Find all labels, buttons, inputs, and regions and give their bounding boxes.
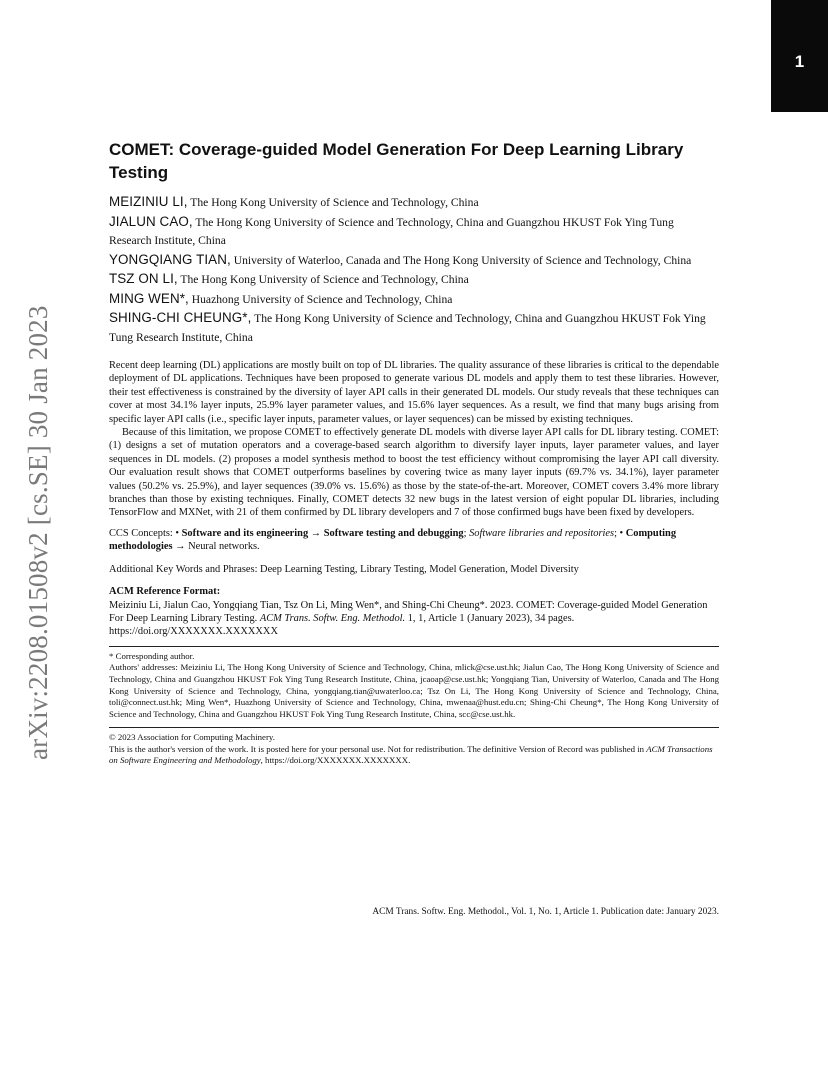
ccs-separator: ; (463, 527, 470, 539)
abstract (109, 359, 719, 520)
footnotes (109, 651, 719, 721)
author-name: SHING-CHI CHEUNG*, (109, 310, 252, 325)
author-name: MEIZINIU LI, (109, 194, 188, 209)
acm-reference (109, 599, 719, 639)
acm-reference-heading: ACM Reference Format: (109, 586, 221, 598)
author-entry (109, 290, 719, 310)
author-entry (109, 251, 719, 271)
page-number-tab (771, 0, 828, 112)
corresponding-author-note: * Corresponding author. (109, 650, 195, 661)
acm-reference-text: 1, 1, Article 1 (January 2023), 34 pages. https://doi.org/XXXXXXX.XXXXXXX (109, 612, 575, 638)
author-affiliation: University of Waterloo, Canada and The Hong Kong University of Science and Technology, China (230, 253, 692, 267)
version-notice-text: This is the author's version of the work. It is posted here for your personal use. Not for redistribution. The definitive Version of Record was published in (109, 743, 647, 754)
ccs-separator: ; • (614, 527, 626, 539)
abstract-paragraph: Because of this limitation, we propose COMET to effectively generate DL models with diverse layer API calls for DL library testing. COMET: (1) designs a set of mutation operators and a coverage-based search algorithm to diversify layer inputs, layer parameter values, and layer sequences in DL models. (2) proposes a model synthesis method to boost the test efficiency without compromising the layer API call diversity. Our evaluation result shows that COMET outperforms baselines by covering twice as many layer inputs (69.7% vs. 34.1%), layer parameter values (50.2% vs. 25.9%), and layer sequences (39.0% vs. 15.6%) as those by the state-of-the-art. Moreover, COMET covers 3.4% more library branches than those by existing techniques. Finally, COMET detects 32 new bugs in the latest version of eight popular DL libraries, including TensorFlow and MXNet, with 21 of them confirmed by DL library developers and 7 of those confirmed bugs have been fixed by developers. (109, 427, 719, 519)
keywords: Additional Key Words and Phrases: Deep Learning Testing, Library Testing, Model Generation, Model Diversity (109, 563, 579, 575)
ccs-concepts (109, 527, 719, 554)
author-affiliation: The Hong Kong University of Science and Technology, China and Guangzhou HKUST Fok Ying Tung Research Institute, China (109, 215, 674, 247)
author-entry (109, 213, 719, 251)
ccs-concept-2: Computing methodologies (109, 527, 677, 553)
paper-content (109, 138, 719, 767)
ccs-subconcept-3: Neural networks. (188, 541, 260, 553)
version-notice-text: , https://doi.org/XXXXXXX.XXXXXXX. (260, 755, 411, 766)
journal-name: ACM Transactions on Software Engineering and Methodology (109, 743, 713, 766)
footnote-rule (109, 646, 719, 647)
author-name: YONGQIANG TIAN, (109, 251, 231, 267)
ccs-concept-1: Software and its engineering (181, 527, 309, 539)
author-affiliation: The Hong Kong University of Science and Technology, China (187, 196, 479, 209)
ccs-subconcept-1: Software testing and debugging (323, 527, 464, 539)
abstract-paragraph: Recent deep learning (DL) applications are mostly built on top of DL libraries. The quality assurance of these libraries is critical to the dependable deployment of DL applications. Techniques have been proposed to generate various DL models and apply them to test these libraries. However, their test effectiveness is constrained by the diversity of layer API calls in their generated DL models. Our study reveals that these techniques can cover at most 34.1% layer inputs, 25.9% layer parameter values, and 15.6% layer sequences. As a result, we find that many bugs arising from specific layer API calls (i.e., specific layer inputs, parameter values, or layer sequences) can be missed by existing techniques. (109, 360, 719, 425)
ccs-arrow: → (308, 527, 324, 539)
copyright-line: © 2023 Association for Computing Machinery. (109, 732, 275, 743)
author-affiliation: The Hong Kong University of Science and Technology, China (177, 273, 469, 286)
author-name: MING WEN*, (109, 290, 189, 306)
page-number: 1 (794, 52, 805, 71)
acm-reference-journal: ACM Trans. Softw. Eng. Methodol. (259, 612, 406, 624)
author-affiliation: Huazhong University of Science and Technology, China (188, 292, 453, 306)
ccs-lead: CCS Concepts: • (109, 527, 182, 539)
arxiv-stamp: arXiv:2208.01508v2 [cs.SE] 30 Jan 2023 (23, 305, 53, 760)
author-entry (109, 309, 719, 347)
paper-title: COMET: Coverage-guided Model Generation For Deep Learning Library Testing (109, 140, 684, 182)
running-footer: ACM Trans. Softw. Eng. Methodol., Vol. 1, No. 1, Article 1. Publication date: January 2023. (372, 907, 719, 917)
author-name: JIALUN CAO, (109, 213, 193, 229)
ccs-subconcept-2: Software libraries and repositories (469, 527, 615, 539)
copyright-block (109, 732, 719, 767)
ccs-arrow: → (172, 541, 189, 553)
author-list (109, 193, 719, 347)
version-notice (109, 744, 719, 767)
author-addresses: Authors' addresses: Meiziniu Li, The Hong Kong University of Science and Technology, China, mlick@cse.ust.hk; Jialun Cao, The Hong Kong University of Science and Technology, China and Guangzhou HKUST Fok Ying Tung Research Institute, China, jcaoap@cse.ust.hk; Yongqiang Tian, University of Waterloo, Canada and The Hong Kong University of Science and Technology, China, yongqiang.tian@uwaterloo.ca; Tsz On Li, The Hong Kong University of Science and Technology, China, toli@connect.ust.hk; Ming Wen*, Huazhong University of Science and Technology, China, mwenaa@hust.edu.cn; Shing-Chi Cheung*, The Hong Kong University of Science and Technology, China and Guangzhou HKUST Fok Ying Tung Research Institute, China, scc@cse.ust.hk. (109, 662, 719, 719)
author-entry (109, 270, 719, 290)
author-name: TSZ ON LI, (109, 271, 178, 286)
author-affiliation: The Hong Kong University of Science and Technology, China and Guangzhou HKUST Fok Ying Tung Research Institute, China (109, 312, 706, 344)
author-entry (109, 193, 719, 213)
acm-reference-text: Meiziniu Li, Jialun Cao, Yongqiang Tian, Tsz On Li, Ming Wen*, and Shing-Chi Cheung*. 2023. COMET: Coverage-guided Model Generation For Deep Learning Library Testing. (109, 599, 708, 624)
copyright-rule (109, 727, 719, 728)
